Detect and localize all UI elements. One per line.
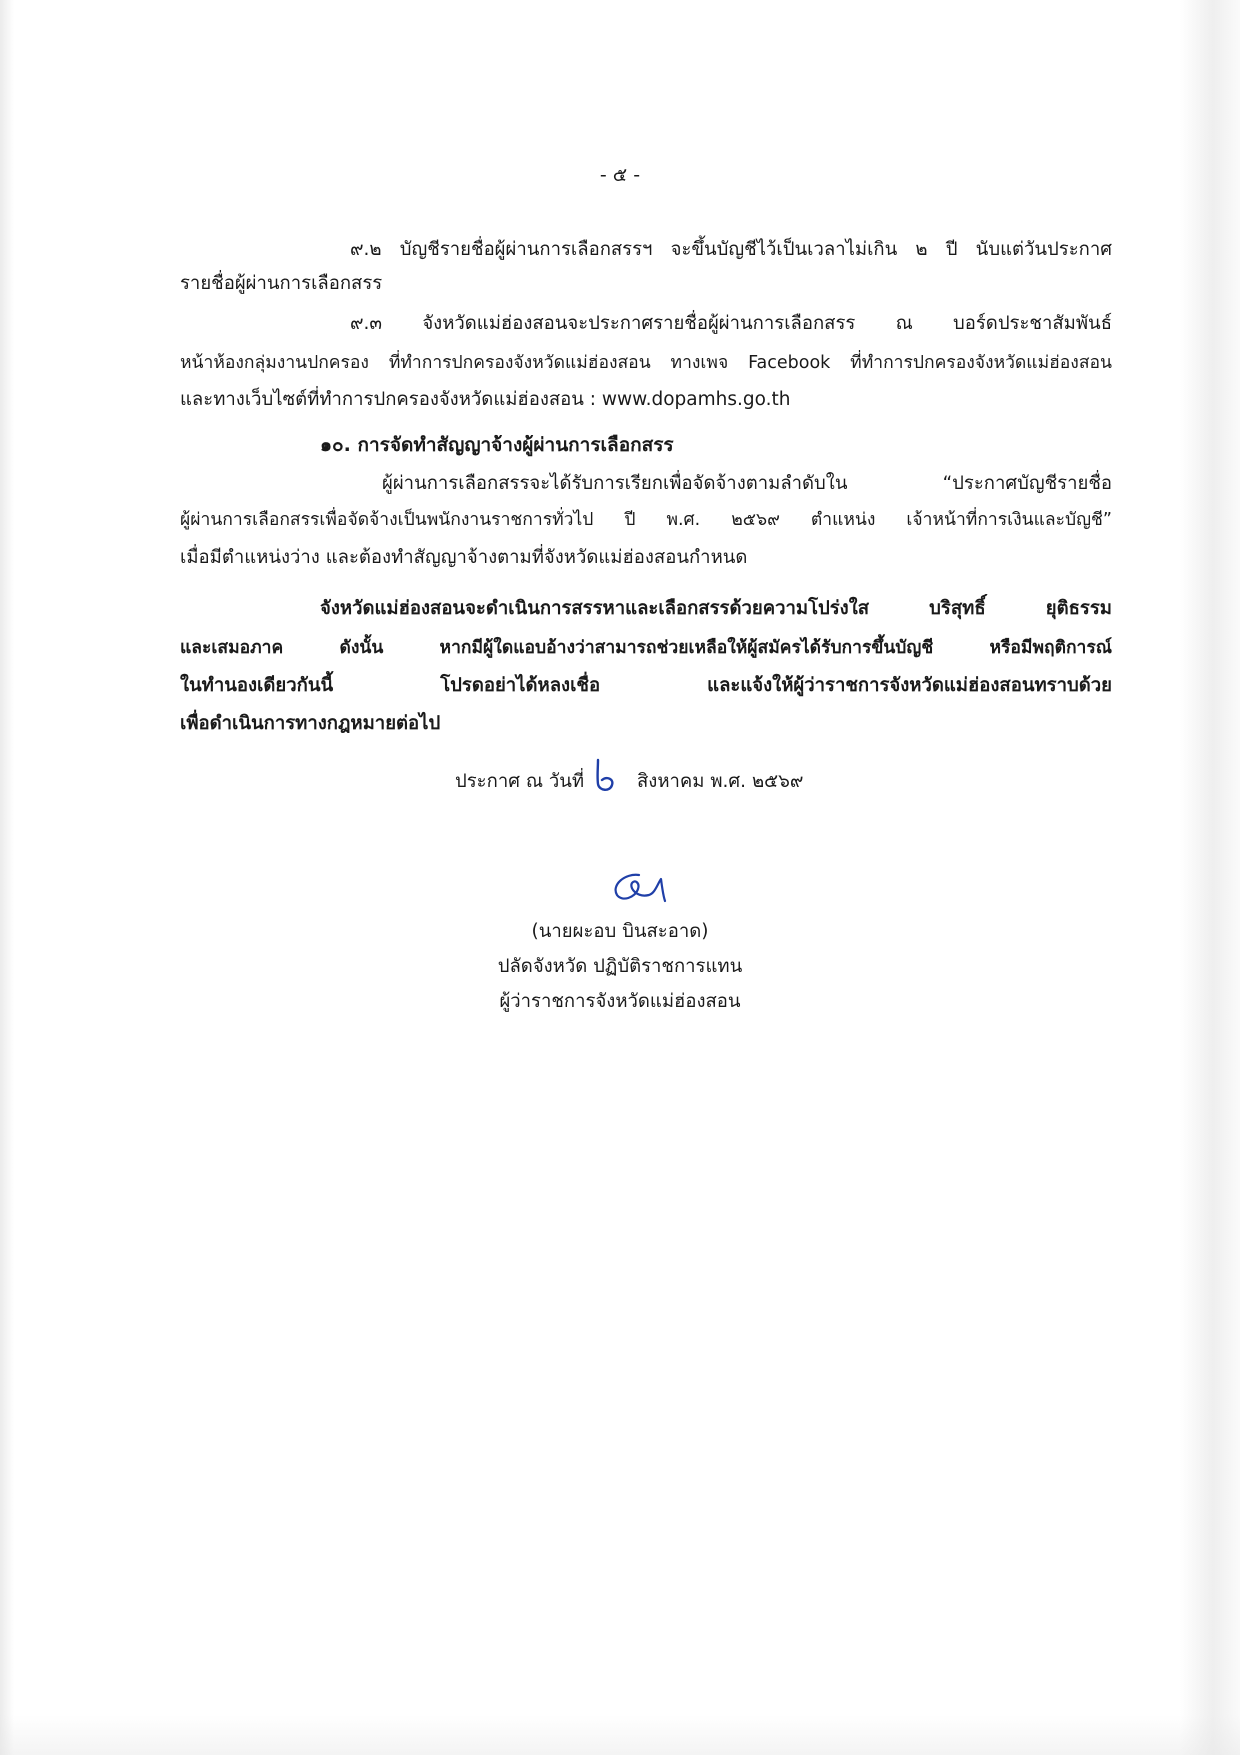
- page-number: - ๕ -: [599, 164, 641, 186]
- notice-line-3: ในทำนองเดียวกันนี้ โปรดอย่าได้หลงเชื่อ และแจ้งให้ผู้ว่าราชการจังหวัดแม่ฮ่องสอนทราบด้วย: [180, 675, 1112, 696]
- announcement-date: [455, 770, 875, 804]
- section-10-line-3: เมื่อมีตำแหน่งว่าง และต้องทำสัญญาจ้างตามที่จังหวัดแม่ฮ่องสอนกำหนด: [180, 547, 748, 568]
- signatory-name: (นายผะอบ บินสะอาด): [531, 921, 709, 942]
- section-9-3-line-2: หน้าห้องกลุ่มงานปกครอง ที่ทำการปกครองจังหวัดแม่ฮ่องสอน ทางเพจ Facebook ที่ทำการปกครองจังหวัดแม่ฮ่องสอน: [180, 353, 1112, 373]
- announcement-suffix: สิงหาคม พ.ศ. ๒๕๖๙: [637, 771, 804, 792]
- section-10-heading: ๑๐. การจัดทำสัญญาจ้างผู้ผ่านการเลือกสรร: [320, 434, 674, 456]
- section-10-line-2: ผู้ผ่านการเลือกสรรเพื่อจัดจ้างเป็นพนักงานราชการทั่วไป ปี พ.ศ. ๒๕๖๙ ตำแหน่ง เจ้าหน้าที่การเงินและบัญชี”: [180, 510, 1112, 530]
- section-9-3-line-1: ๙.๓ จังหวัดแม่ฮ่องสอนจะประกาศรายชื่อผู้ผ่านการเลือกสรร ณ บอร์ดประชาสัมพันธ์: [350, 313, 1112, 334]
- handwritten-day-numeral: [592, 758, 618, 794]
- signatory-office: ผู้ว่าราชการจังหวัดแม่ฮ่องสอน: [499, 991, 741, 1012]
- announcement-prefix: ประกาศ ณ วันที่: [455, 771, 585, 792]
- notice-line-4: เพื่อดำเนินการทางกฎหมายต่อไป: [180, 713, 441, 734]
- notice-line-2: และเสมอภาค ดังนั้น หากมีผู้ใดแอบอ้างว่าสามารถช่วยเหลือให้ผู้สมัครได้รับการขึ้นบัญชี หรือมีพฤติการณ์: [180, 638, 1112, 658]
- notice-line-1: จังหวัดแม่ฮ่องสอนจะดำเนินการสรรหาและเลือกสรรด้วยความโปร่งใส บริสุทธิ์ ยุติธรรม: [320, 598, 1112, 619]
- section-9-3-line-3: และทางเว็บไซต์ที่ทำการปกครองจังหวัดแม่ฮ่องสอน : www.dopamhs.go.th: [180, 389, 791, 410]
- handwritten-signature: [605, 865, 677, 911]
- section-9-2-line-1: ๙.๒ บัญชีรายชื่อผู้ผ่านการเลือกสรรฯ จะขึ้นบัญชีไว้เป็นเวลาไม่เกิน ๒ ปี นับแต่วันประกาศ: [350, 239, 1112, 260]
- section-9-2-line-2: รายชื่อผู้ผ่านการเลือกสรร: [180, 273, 383, 294]
- section-10-line-1: ผู้ผ่านการเลือกสรรจะได้รับการเรียกเพื่อจัดจ้างตามลำดับใน “ประกาศบัญชีรายชื่อ: [382, 473, 1112, 494]
- signatory-position: ปลัดจังหวัด ปฏิบัติราชการแทน: [497, 956, 743, 977]
